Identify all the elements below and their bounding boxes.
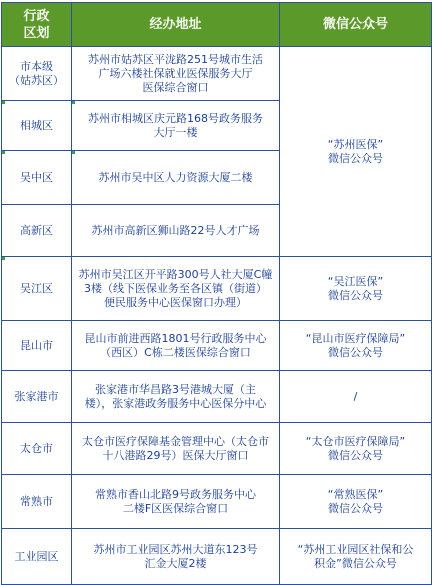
address-cell: 昆山市前进西路1801号行政服务中心 （西区）C栋二楼医保综合窗口 [72, 321, 280, 371]
wechat-cell: “常熟医保” 微信公众号 [280, 475, 432, 529]
table-row [2, 423, 432, 475]
wechat-cell: “吴江医保” 微信公众号 [280, 257, 432, 321]
medical-insurance-office-table [1, 2, 432, 585]
header-region: 行政 区划 [2, 3, 72, 47]
wechat-cell-merged: “苏州医保” 微信公众号 [280, 47, 432, 257]
address-cell: 苏州市吴中区人力资源大厦二楼 [72, 151, 280, 205]
address-cell: 常熟市香山北路9号政务服务中心 二楼F区医保综合窗口 [72, 475, 280, 529]
table-header-row [2, 3, 432, 47]
address-cell: 苏州市相城区庆元路168号政务服务 大厅一楼 [72, 101, 280, 151]
region-cell: 相城区 [2, 101, 72, 151]
service-table-container [1, 2, 431, 584]
table-row [2, 47, 432, 101]
header-wechat: 微信公众号 [280, 3, 432, 47]
region-cell: 常熟市 [2, 475, 72, 529]
table-row [2, 321, 432, 371]
wechat-cell: “苏州工业园区社保和公 积金”微信公众号 [280, 529, 432, 585]
region-cell: 吴江区 [2, 257, 72, 321]
region-cell: 张家港市 [2, 371, 72, 423]
address-cell: 苏州市吴江区开平路300号人社大厦C幢 3楼（线下医保业务至各区镇（街道） 便民服务中心医保窗口办理） [72, 257, 280, 321]
region-cell: 太仓市 [2, 423, 72, 475]
table-row [2, 371, 432, 423]
region-cell: 市本级 （姑苏区） [2, 47, 72, 101]
table-row [2, 257, 432, 321]
table-row [2, 475, 432, 529]
wechat-cell: “昆山市医疗保障局” 微信公众号 [280, 321, 432, 371]
address-cell: 苏州市高新区狮山路22号人才广场 [72, 205, 280, 257]
table-row [2, 529, 432, 585]
region-cell: 昆山市 [2, 321, 72, 371]
address-cell: 苏州市姑苏区平泷路251号城市生活 广场六楼社保就业医保服务大厅 医保综合窗口 [72, 47, 280, 101]
region-cell: 工业园区 [2, 529, 72, 585]
wechat-cell: “太仓市医疗保障局” 微信公众号 [280, 423, 432, 475]
region-cell: 高新区 [2, 205, 72, 257]
address-cell: 张家港市华昌路3号港城大厦（主 楼），张家港政务服务中心医保分中心 [72, 371, 280, 423]
address-cell: 太仓市医疗保障基金管理中心（太仓市 十八港路29号）医保大厅窗口 [72, 423, 280, 475]
wechat-cell: / [280, 371, 432, 423]
header-address: 经办地址 [72, 3, 280, 47]
address-cell: 苏州市工业园区苏州大道东123号 汇金大厦2楼 [72, 529, 280, 585]
region-cell: 吴中区 [2, 151, 72, 205]
